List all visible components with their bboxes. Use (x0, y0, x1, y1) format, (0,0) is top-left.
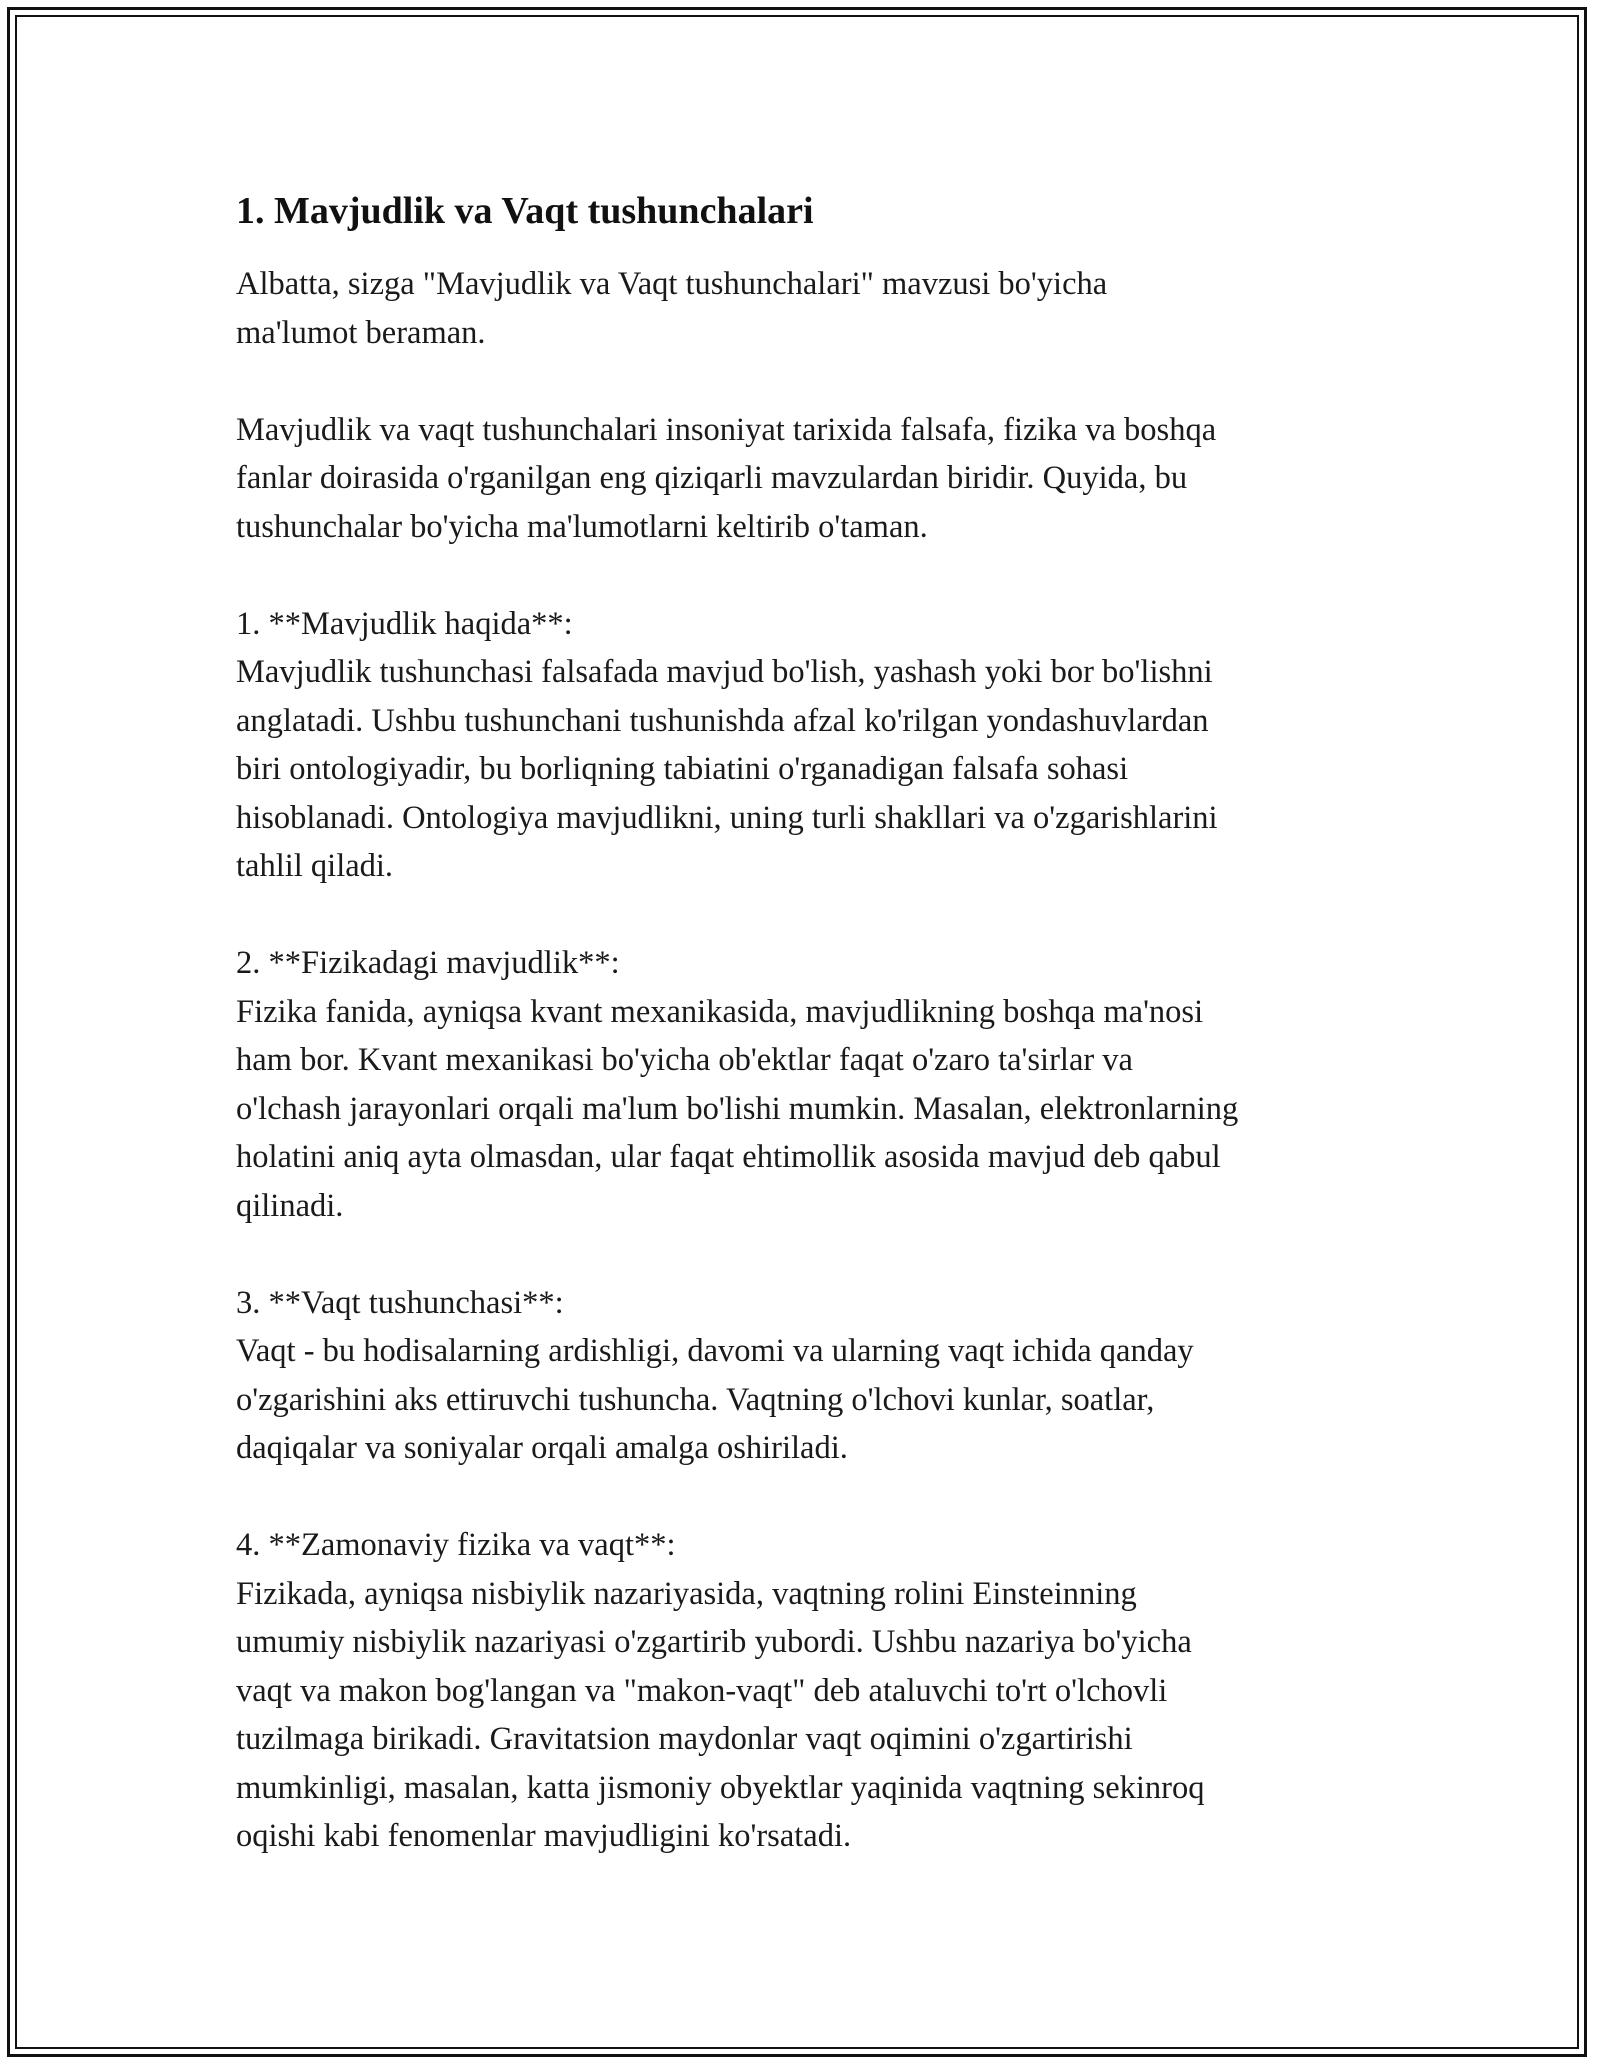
section-line: anglatadi. Ushbu tushunchani tushunishda afzal ko'rilgan yondashuvlardan (236, 702, 1209, 739)
document-body (236, 186, 1386, 1861)
section-line: ham bor. Kvant mexanikasi bo'yicha ob'ektlar faqat o'zaro ta'sirlar va (236, 1042, 1133, 1078)
paragraph-gap (236, 551, 1386, 600)
overview-line: Mavjudlik va vaqt tushunchalari insoniyat tarixida falsafa, fizika va boshqa (236, 411, 1217, 448)
intro-paragraph (236, 260, 1386, 357)
section-line: qilinadi. (236, 1187, 344, 1224)
section-line: umumiy nisbiylik nazariyasi o'zgartirib yubordi. Ushbu nazariya bo'yicha (236, 1624, 1192, 1660)
section-heading: 2. **Fizikadagi mavjudlik**: (236, 945, 620, 981)
overview-line: fanlar doirasida o'rganilgan eng qiziqarli mavzulardan biridir. Quyida, bu (236, 460, 1188, 496)
paragraph-gap (236, 357, 1386, 406)
section-mavjudlik (236, 600, 1386, 891)
overview-paragraph (236, 406, 1386, 552)
section-line: tahlil qiladi. (236, 848, 394, 884)
intro-line: ma'lumot beraman. (236, 314, 486, 351)
section-line: daqiqalar va soniyalar orqali amalga oshiriladi. (236, 1430, 848, 1466)
overview-line: tushunchalar bo'yicha ma'lumotlarni keltirib o'taman. (236, 508, 928, 545)
section-vaqt-tushunchasi (236, 1279, 1386, 1473)
section-line: mumkinligi, masalan, katta jismoniy obyektlar yaqinida vaqtning sekinroq (236, 1769, 1205, 1806)
section-heading: 4. **Zamonaviy fizika va vaqt**: (236, 1527, 676, 1563)
section-line: holatini aniq ayta olmasdan, ular faqat ehtimollik asosida mavjud deb qabul (236, 1139, 1221, 1175)
section-fizikadagi-mavjudlik (236, 939, 1386, 1230)
section-line: vaqt va makon bog'langan va "makon-vaqt" deb ataluvchi to'rt o'lchovli (236, 1672, 1168, 1709)
section-line: Fizikada, ayniqsa nisbiylik nazariyasida, vaqtning rolini Einsteinning (236, 1575, 1137, 1612)
section-line: o'lchash jarayonlari orqali ma'lum bo'lishi mumkin. Masalan, elektronlarning (236, 1090, 1239, 1127)
section-line: hisoblanadi. Ontologiya mavjudlikni, uning turli shakllari va o'zgarishlarini (236, 799, 1218, 836)
section-line: Fizika fanida, ayniqsa kvant mexanikasida, mavjudlikning boshqa ma'nosi (236, 993, 1204, 1030)
section-heading: 1. **Mavjudlik haqida**: (236, 605, 573, 642)
paragraph-gap (236, 1230, 1386, 1279)
document-title: 1. Mavjudlik va Vaqt tushunchalari (236, 190, 814, 232)
intro-line: Albatta, sizga "Mavjudlik va Vaqt tushunchalari" mavzusi bo'yicha (236, 266, 1108, 302)
section-line: biri ontologiyadir, bu borliqning tabiatini o'rganadigan falsafa sohasi (236, 751, 1129, 787)
paragraph-gap (236, 891, 1386, 940)
section-line: Vaqt - bu hodisalarning ardishligi, davomi va ularning vaqt ichida qanday (236, 1333, 1194, 1369)
section-zamonaviy-fizika (236, 1521, 1386, 1861)
section-line: o'zgarishini aks ettiruvchi tushuncha. Vaqtning o'lchovi kunlar, soatlar, (236, 1381, 1155, 1418)
section-line: oqishi kabi fenomenlar mavjudligini ko'rsatadi. (236, 1818, 852, 1854)
section-heading: 3. **Vaqt tushunchasi**: (236, 1284, 564, 1321)
paragraph-gap (236, 1473, 1386, 1522)
section-line: tuzilmaga birikadi. Gravitatsion maydonlar vaqt oqimini o'zgartirishi (236, 1721, 1133, 1757)
section-line: Mavjudlik tushunchasi falsafada mavjud bo'lish, yashash yoki bor bo'lishni (236, 654, 1213, 690)
